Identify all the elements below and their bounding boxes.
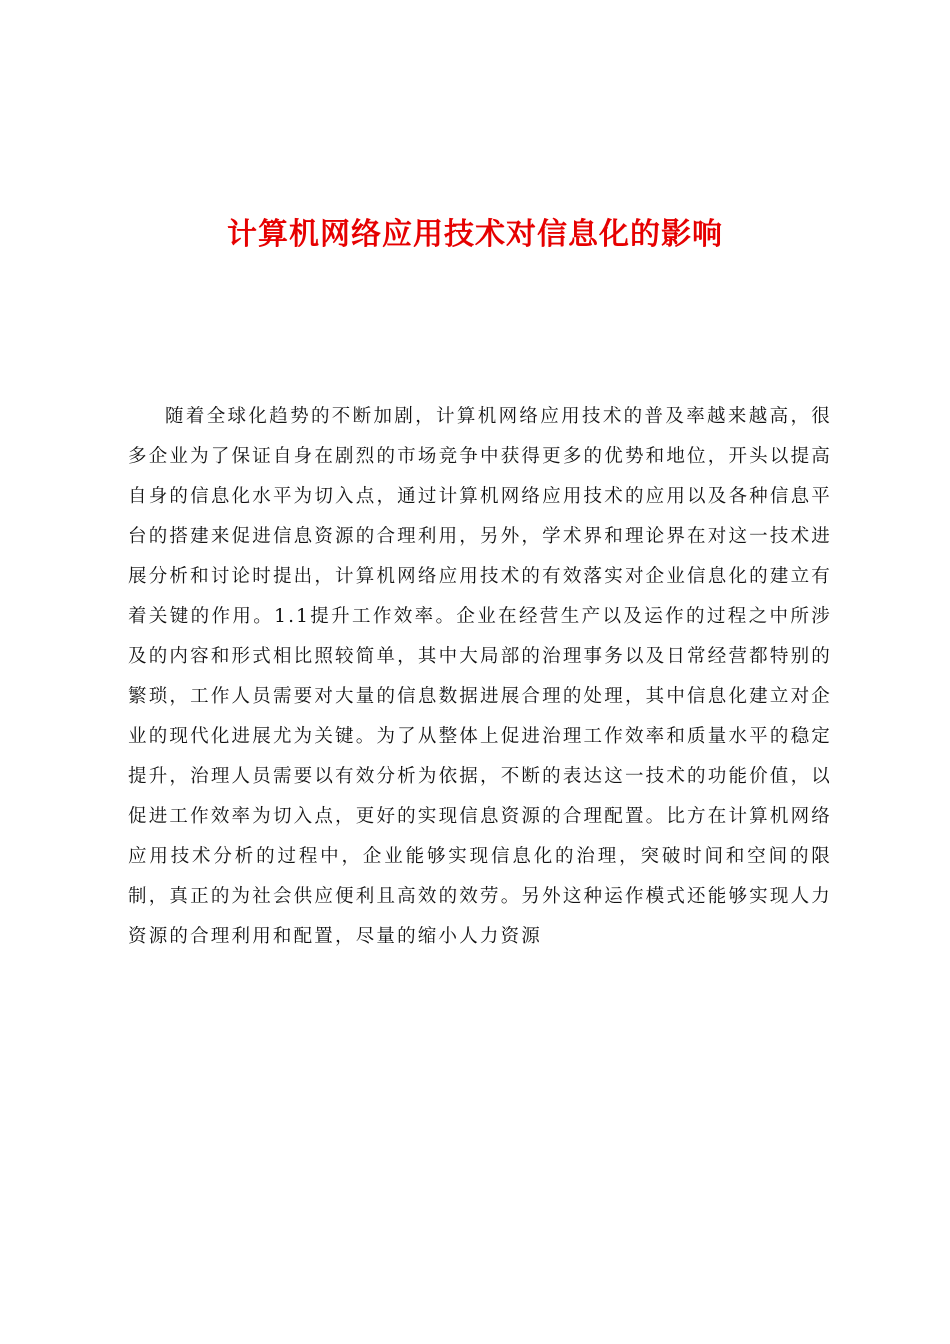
document-title: 计算机网络应用技术对信息化的影响	[227, 217, 723, 252]
body-paragraph: 随着全球化趋势的不断加剧，计算机网络应用技术的普及率越来越高，很多企业为了保证自身在剧烈的市场竞争中获得更多的优势和地位，开头以提高自身的信息化水平为切入点，通过计算机网络应用技术的应用以及各种信息平台的搭建来促进信息资源的合理利用，另外，学术界和理论界在对这一技术进展分析和讨论时提出，计算机网络应用技术的有效落实对企业信息化的建立有着关键的作用。1.1提升工作效率。企业在经营生产以及运作的过程之中所涉及的内容和形式相比照较简单，其中大局部的治理事务以及日常经营都特别的繁琐，工作人员需要对大量的信息数据进展合理的处理，其中信息化建立对企业的现代化进展尤为关键。为了从整体上促进治理工作效率和质量水平的稳定提升，治理人员需要以有效分析为依据，不断的表达这一技术的功能价值，以促进工作效率为切入点，更好的实现信息资源的合理配置。比方在计算机网络应用技术分析的过程中，企业能够实现信息化的治理，突破时间和空间的限制，真正的为社会供应便利且高效的效劳。另外这种运作模式还能够实现人力资源的合理利用和配置，尽量的缩小人力资源	[128, 406, 832, 947]
